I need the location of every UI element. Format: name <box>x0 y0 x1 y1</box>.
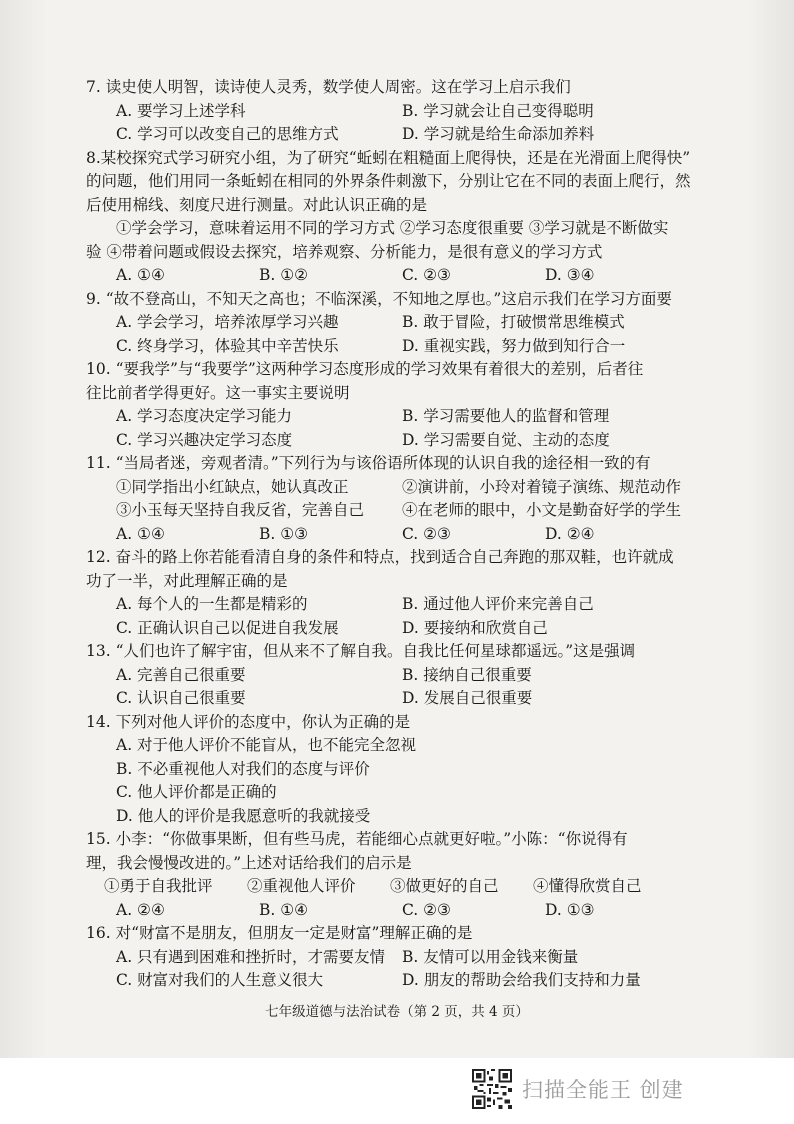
question-8 <box>86 147 706 288</box>
option-row <box>116 100 706 124</box>
statement-4: ④在老师的眼中，小文是勤奋好学的学生 <box>402 501 682 519</box>
page-footer: 七年级道德与法治试卷（第 2 页，共 4 页） <box>265 1004 529 1020</box>
option-c: C. 他人评价都是正确的 <box>116 783 277 801</box>
option-b: B. ①② <box>259 266 309 284</box>
statement-3: ③做更好的自己 <box>390 877 499 895</box>
option-row <box>116 899 706 923</box>
option-a: A. 对于他人评价不能盲从，也不能完全忽视 <box>116 736 417 754</box>
option-row <box>116 123 706 147</box>
question-15 <box>86 828 706 922</box>
option-a: A. ①④ <box>116 524 165 543</box>
option-a: A. 学习态度决定学习能力 <box>116 407 293 425</box>
option-row <box>116 264 706 288</box>
option-d: D. 他人的评价是我愿意听的我就接受 <box>116 806 371 825</box>
option-b: B. 接纳自己很重要 <box>402 665 532 684</box>
question-stem: 的问题，他们用同一条蚯蚓在相同的外界条件刺激下，分别让它在不同的表面上爬行，然 <box>86 172 691 190</box>
option-row <box>116 335 706 359</box>
question-10 <box>86 358 706 452</box>
option-a: A. 每个人的一生都是精彩的 <box>116 595 308 613</box>
question-stem: 功了一半，对此理解正确的是 <box>86 571 288 590</box>
option-d: D. 朋友的帮助会给我们支持和力量 <box>402 971 641 989</box>
option-d: D. 学习就是给生命添加养料 <box>402 125 595 143</box>
option-c: C. ②③ <box>402 524 451 543</box>
question-9 <box>86 288 706 359</box>
option-a: A. 要学习上述学科 <box>116 101 246 120</box>
option-d: D. ③④ <box>545 266 595 284</box>
statement-4: ④懂得欣赏自己 <box>533 877 642 895</box>
option-a: A. 学会学习，培养浓厚学习兴趣 <box>116 313 339 331</box>
watermark-text: 扫描全能王 创建 <box>522 1078 684 1102</box>
statement-2: ②演讲前，小玲对着镜子演练、规范动作 <box>402 477 682 496</box>
statement-row <box>104 875 706 899</box>
option-c: C. 正确认识自己以促进自我发展 <box>116 618 339 637</box>
question-stem: 7. 读史使人明智，读诗使人灵秀，数学使人周密。这在学习上启示我们 <box>86 78 571 96</box>
option-a: A. 完善自己很重要 <box>116 665 246 684</box>
option-row <box>116 593 706 617</box>
option-d: D. 重视实践，努力做到知行合一 <box>402 336 626 355</box>
statement-1: ①同学指出小红缺点，她认真改正 <box>116 477 349 496</box>
question-stem: 16. 对“财富不是朋友，但朋友一定是财富”理解正确的是 <box>86 924 473 942</box>
option-b: B. ①③ <box>259 524 309 543</box>
option-b: B. 通过他人评价来完善自己 <box>402 595 594 613</box>
option-row <box>116 429 706 453</box>
option-row <box>116 311 706 335</box>
question-stem: 8.某校探究式学习研究小组，为了研究“蚯蚓在粗糙面上爬得快，还是在光滑面上爬得快” <box>86 148 691 167</box>
statement-row <box>116 476 706 500</box>
option-d: D. 要接纳和欣赏自己 <box>402 618 548 637</box>
question-stem: 13. “人们也许了解宇宙，但从来不了解自我。自我比任何星球都遥远。”这是强调 <box>86 642 636 660</box>
statement-1: ①勇于自我批评 <box>104 877 213 895</box>
option-b: B. 敢于冒险，打破惯常思维模式 <box>402 313 625 331</box>
qr-code-icon <box>472 1069 512 1109</box>
question-stem: 理，我会慢慢改进的。”上述对话给我们的启示是 <box>86 853 412 872</box>
option-c: C. 学习兴趣决定学习态度 <box>116 430 293 449</box>
question-stem: 11. “当局者迷，旁观者清。”下列行为与该俗语所体现的认识自我的途径相一致的有 <box>86 454 651 472</box>
option-row <box>116 946 706 970</box>
statement-3: ③小玉每天坚持自我反省，完善自己 <box>116 501 365 519</box>
question-16 <box>86 922 706 993</box>
question-stem: 10. “要我学”与“我要学”这两种学习态度形成的学习效果有着很大的差别，后者往 <box>86 360 644 378</box>
question-7 <box>86 76 706 147</box>
question-stem: 往比前者学得更好。这一事实主要说明 <box>86 383 350 402</box>
option-row <box>116 664 706 688</box>
question-13 <box>86 640 706 711</box>
option-b: B. 友情可以用金钱来衡量 <box>402 947 579 966</box>
option-row <box>116 969 706 993</box>
statement-line: 验 ④带着问题或假设去探究，培养观察、分析能力，是很有意义的学习方式 <box>86 242 603 261</box>
statement-line: ①学会学习，意味着运用不同的学习方式 ②学习态度很重要 ③学习就是不断做实 <box>116 219 669 237</box>
question-11 <box>86 452 706 546</box>
option-b: B. 学习就会让自己变得聪明 <box>402 101 594 120</box>
option-d: D. ①③ <box>545 900 595 919</box>
question-stem: 后使用棉线、刻度尺进行测量。对此认识正确的是 <box>86 195 428 214</box>
scanner-watermark <box>472 1068 684 1110</box>
question-list <box>86 76 706 993</box>
option-row <box>116 687 706 711</box>
option-a: A. ②④ <box>116 900 165 919</box>
question-stem: 15. 小李：“你做事果断，但有些马虎，若能细心点就更好啦。”小陈：“你说得有 <box>86 830 628 848</box>
option-row <box>116 405 706 429</box>
option-c: C. 财富对我们的人生意义很大 <box>116 971 324 989</box>
option-b: B. 不必重视他人对我们的态度与评价 <box>116 759 370 778</box>
question-stem: 14. 下列对他人评价的态度中，你认为正确的是 <box>86 712 411 731</box>
option-d: D. 学习需要自觉、主动的态度 <box>402 430 610 449</box>
option-b: B. 学习需要他人的监督和管理 <box>402 407 610 425</box>
option-c: C. ②③ <box>402 266 451 284</box>
option-row <box>116 617 706 641</box>
question-14 <box>86 711 706 829</box>
option-d: D. 发展自己很重要 <box>402 689 533 707</box>
option-row <box>116 523 706 547</box>
option-b: B. ①④ <box>259 900 309 919</box>
option-a: A. ①④ <box>116 266 165 284</box>
question-stem: 9. “故不登高山，不知天之高也；不临深溪，不知地之厚也。”这启示我们在学习方面要 <box>86 289 672 308</box>
option-a: A. 只有遇到困难和挫折时，才需要友情 <box>116 947 386 966</box>
option-c: C. 学习可以改变自己的思维方式 <box>116 125 339 143</box>
option-c: C. 终身学习，体验其中辛苦快乐 <box>116 336 339 355</box>
option-d: D. ②④ <box>545 524 595 543</box>
question-12 <box>86 546 706 640</box>
option-c: C. 认识自己很重要 <box>116 689 246 707</box>
question-stem: 12. 奋斗的路上你若能看清自身的条件和特点，找到适合自己奔跑的那双鞋，也许就成 <box>86 548 674 566</box>
statement-row <box>116 499 706 523</box>
statement-2: ②重视他人评价 <box>247 877 356 895</box>
option-c: C. ②③ <box>402 900 451 919</box>
